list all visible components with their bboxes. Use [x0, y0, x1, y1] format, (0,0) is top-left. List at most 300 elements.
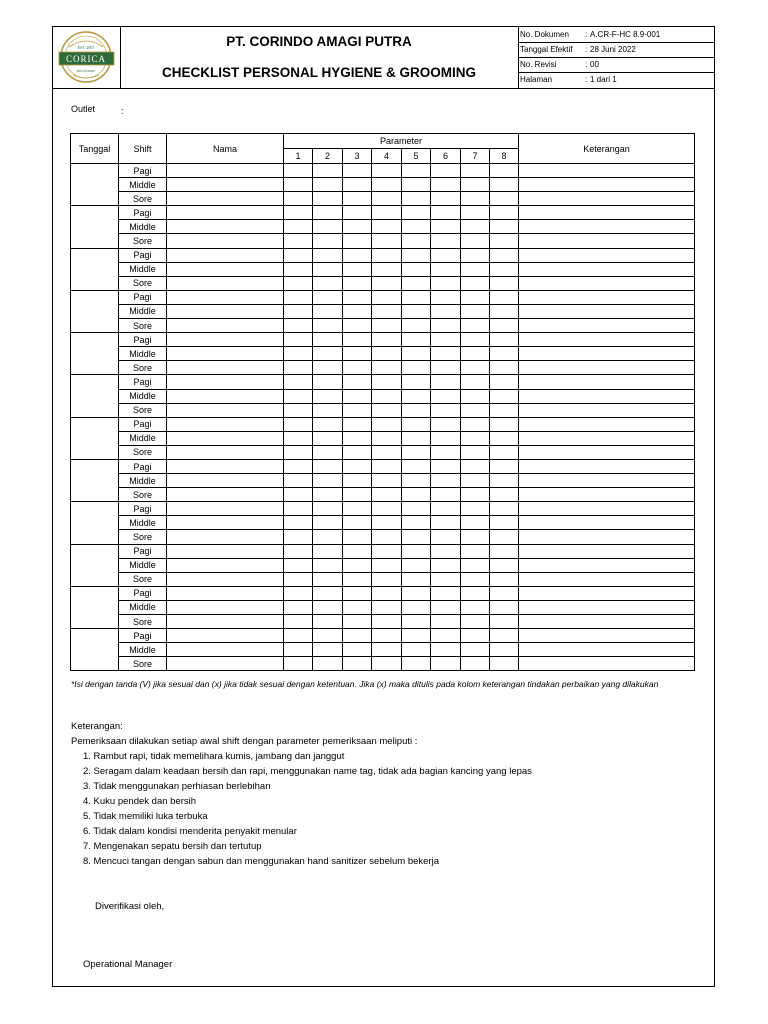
parameter-cell[interactable]	[461, 657, 490, 671]
parameter-cell[interactable]	[284, 615, 313, 629]
name-cell[interactable]	[167, 445, 284, 459]
remarks-cell[interactable]	[519, 389, 695, 403]
parameter-cell[interactable]	[372, 600, 402, 614]
parameter-cell[interactable]	[284, 403, 313, 417]
parameter-cell[interactable]	[402, 178, 431, 192]
parameter-cell[interactable]	[402, 361, 431, 375]
parameter-cell[interactable]	[313, 262, 343, 276]
parameter-cell[interactable]	[343, 445, 372, 459]
parameter-cell[interactable]	[343, 333, 372, 347]
parameter-cell[interactable]	[402, 488, 431, 502]
remarks-cell[interactable]	[519, 220, 695, 234]
name-cell[interactable]	[167, 276, 284, 290]
date-cell[interactable]	[71, 248, 119, 290]
parameter-cell[interactable]	[490, 431, 519, 445]
parameter-cell[interactable]	[431, 431, 461, 445]
parameter-cell[interactable]	[313, 417, 343, 431]
parameter-cell[interactable]	[284, 248, 313, 262]
remarks-cell[interactable]	[519, 643, 695, 657]
remarks-cell[interactable]	[519, 206, 695, 220]
parameter-cell[interactable]	[313, 572, 343, 586]
date-cell[interactable]	[71, 290, 119, 332]
parameter-cell[interactable]	[313, 333, 343, 347]
remarks-cell[interactable]	[519, 319, 695, 333]
parameter-cell[interactable]	[372, 403, 402, 417]
parameter-cell[interactable]	[284, 445, 313, 459]
parameter-cell[interactable]	[372, 389, 402, 403]
parameter-cell[interactable]	[431, 290, 461, 304]
parameter-cell[interactable]	[402, 657, 431, 671]
parameter-cell[interactable]	[461, 276, 490, 290]
parameter-cell[interactable]	[284, 220, 313, 234]
parameter-cell[interactable]	[461, 516, 490, 530]
parameter-cell[interactable]	[372, 234, 402, 248]
parameter-cell[interactable]	[343, 572, 372, 586]
name-cell[interactable]	[167, 544, 284, 558]
parameter-cell[interactable]	[313, 502, 343, 516]
parameter-cell[interactable]	[490, 459, 519, 473]
parameter-cell[interactable]	[313, 178, 343, 192]
parameter-cell[interactable]	[461, 375, 490, 389]
parameter-cell[interactable]	[284, 333, 313, 347]
date-cell[interactable]	[71, 586, 119, 628]
parameter-cell[interactable]	[313, 403, 343, 417]
parameter-cell[interactable]	[284, 347, 313, 361]
parameter-cell[interactable]	[461, 474, 490, 488]
parameter-cell[interactable]	[372, 516, 402, 530]
parameter-cell[interactable]	[372, 643, 402, 657]
parameter-cell[interactable]	[343, 304, 372, 318]
name-cell[interactable]	[167, 459, 284, 473]
parameter-cell[interactable]	[284, 629, 313, 643]
parameter-cell[interactable]	[313, 431, 343, 445]
name-cell[interactable]	[167, 262, 284, 276]
parameter-cell[interactable]	[284, 643, 313, 657]
parameter-cell[interactable]	[431, 488, 461, 502]
parameter-cell[interactable]	[461, 488, 490, 502]
parameter-cell[interactable]	[284, 304, 313, 318]
date-cell[interactable]	[71, 333, 119, 375]
parameter-cell[interactable]	[372, 615, 402, 629]
parameter-cell[interactable]	[431, 586, 461, 600]
parameter-cell[interactable]	[313, 629, 343, 643]
parameter-cell[interactable]	[461, 206, 490, 220]
parameter-cell[interactable]	[402, 586, 431, 600]
parameter-cell[interactable]	[313, 206, 343, 220]
parameter-cell[interactable]	[313, 516, 343, 530]
parameter-cell[interactable]	[431, 375, 461, 389]
parameter-cell[interactable]	[461, 600, 490, 614]
parameter-cell[interactable]	[461, 361, 490, 375]
parameter-cell[interactable]	[490, 333, 519, 347]
date-cell[interactable]	[71, 502, 119, 544]
parameter-cell[interactable]	[461, 572, 490, 586]
parameter-cell[interactable]	[284, 544, 313, 558]
parameter-cell[interactable]	[490, 502, 519, 516]
parameter-cell[interactable]	[372, 657, 402, 671]
parameter-cell[interactable]	[343, 502, 372, 516]
name-cell[interactable]	[167, 248, 284, 262]
parameter-cell[interactable]	[343, 544, 372, 558]
parameter-cell[interactable]	[402, 304, 431, 318]
parameter-cell[interactable]	[284, 474, 313, 488]
name-cell[interactable]	[167, 586, 284, 600]
parameter-cell[interactable]	[343, 615, 372, 629]
parameter-cell[interactable]	[372, 375, 402, 389]
parameter-cell[interactable]	[343, 459, 372, 473]
remarks-cell[interactable]	[519, 333, 695, 347]
parameter-cell[interactable]	[284, 586, 313, 600]
name-cell[interactable]	[167, 290, 284, 304]
parameter-cell[interactable]	[490, 220, 519, 234]
date-cell[interactable]	[71, 164, 119, 206]
date-cell[interactable]	[71, 417, 119, 459]
parameter-cell[interactable]	[372, 502, 402, 516]
parameter-cell[interactable]	[372, 488, 402, 502]
parameter-cell[interactable]	[313, 459, 343, 473]
parameter-cell[interactable]	[313, 558, 343, 572]
remarks-cell[interactable]	[519, 502, 695, 516]
name-cell[interactable]	[167, 417, 284, 431]
parameter-cell[interactable]	[313, 375, 343, 389]
parameter-cell[interactable]	[372, 333, 402, 347]
parameter-cell[interactable]	[461, 629, 490, 643]
parameter-cell[interactable]	[372, 206, 402, 220]
parameter-cell[interactable]	[313, 445, 343, 459]
parameter-cell[interactable]	[490, 572, 519, 586]
name-cell[interactable]	[167, 347, 284, 361]
parameter-cell[interactable]	[490, 657, 519, 671]
name-cell[interactable]	[167, 558, 284, 572]
parameter-cell[interactable]	[490, 276, 519, 290]
parameter-cell[interactable]	[402, 417, 431, 431]
parameter-cell[interactable]	[313, 304, 343, 318]
remarks-cell[interactable]	[519, 248, 695, 262]
name-cell[interactable]	[167, 643, 284, 657]
parameter-cell[interactable]	[461, 220, 490, 234]
remarks-cell[interactable]	[519, 403, 695, 417]
parameter-cell[interactable]	[431, 445, 461, 459]
remarks-cell[interactable]	[519, 417, 695, 431]
parameter-cell[interactable]	[461, 304, 490, 318]
parameter-cell[interactable]	[431, 572, 461, 586]
parameter-cell[interactable]	[461, 164, 490, 178]
parameter-cell[interactable]	[402, 262, 431, 276]
parameter-cell[interactable]	[402, 248, 431, 262]
parameter-cell[interactable]	[402, 206, 431, 220]
parameter-cell[interactable]	[461, 192, 490, 206]
parameter-cell[interactable]	[461, 558, 490, 572]
parameter-cell[interactable]	[343, 192, 372, 206]
parameter-cell[interactable]	[313, 544, 343, 558]
parameter-cell[interactable]	[490, 347, 519, 361]
parameter-cell[interactable]	[431, 361, 461, 375]
parameter-cell[interactable]	[284, 206, 313, 220]
parameter-cell[interactable]	[431, 643, 461, 657]
parameter-cell[interactable]	[431, 544, 461, 558]
parameter-cell[interactable]	[431, 347, 461, 361]
parameter-cell[interactable]	[461, 290, 490, 304]
parameter-cell[interactable]	[431, 164, 461, 178]
parameter-cell[interactable]	[343, 347, 372, 361]
parameter-cell[interactable]	[372, 459, 402, 473]
parameter-cell[interactable]	[313, 164, 343, 178]
remarks-cell[interactable]	[519, 290, 695, 304]
parameter-cell[interactable]	[284, 375, 313, 389]
parameter-cell[interactable]	[490, 262, 519, 276]
name-cell[interactable]	[167, 389, 284, 403]
parameter-cell[interactable]	[284, 319, 313, 333]
parameter-cell[interactable]	[343, 558, 372, 572]
parameter-cell[interactable]	[402, 459, 431, 473]
parameter-cell[interactable]	[490, 206, 519, 220]
parameter-cell[interactable]	[490, 544, 519, 558]
date-cell[interactable]	[71, 206, 119, 248]
remarks-cell[interactable]	[519, 657, 695, 671]
parameter-cell[interactable]	[284, 600, 313, 614]
parameter-cell[interactable]	[490, 643, 519, 657]
parameter-cell[interactable]	[372, 178, 402, 192]
parameter-cell[interactable]	[402, 558, 431, 572]
parameter-cell[interactable]	[343, 530, 372, 544]
parameter-cell[interactable]	[461, 319, 490, 333]
parameter-cell[interactable]	[490, 319, 519, 333]
remarks-cell[interactable]	[519, 572, 695, 586]
parameter-cell[interactable]	[372, 544, 402, 558]
parameter-cell[interactable]	[461, 643, 490, 657]
parameter-cell[interactable]	[490, 234, 519, 248]
parameter-cell[interactable]	[284, 164, 313, 178]
parameter-cell[interactable]	[461, 262, 490, 276]
parameter-cell[interactable]	[490, 530, 519, 544]
remarks-cell[interactable]	[519, 375, 695, 389]
parameter-cell[interactable]	[284, 234, 313, 248]
name-cell[interactable]	[167, 502, 284, 516]
remarks-cell[interactable]	[519, 474, 695, 488]
parameter-cell[interactable]	[490, 164, 519, 178]
parameter-cell[interactable]	[402, 164, 431, 178]
parameter-cell[interactable]	[490, 178, 519, 192]
remarks-cell[interactable]	[519, 544, 695, 558]
parameter-cell[interactable]	[284, 502, 313, 516]
parameter-cell[interactable]	[343, 178, 372, 192]
parameter-cell[interactable]	[343, 248, 372, 262]
parameter-cell[interactable]	[431, 403, 461, 417]
remarks-cell[interactable]	[519, 234, 695, 248]
parameter-cell[interactable]	[431, 192, 461, 206]
parameter-cell[interactable]	[431, 502, 461, 516]
parameter-cell[interactable]	[402, 516, 431, 530]
parameter-cell[interactable]	[431, 657, 461, 671]
parameter-cell[interactable]	[284, 657, 313, 671]
parameter-cell[interactable]	[402, 615, 431, 629]
name-cell[interactable]	[167, 333, 284, 347]
parameter-cell[interactable]	[431, 178, 461, 192]
parameter-cell[interactable]	[461, 403, 490, 417]
parameter-cell[interactable]	[343, 290, 372, 304]
parameter-cell[interactable]	[372, 290, 402, 304]
name-cell[interactable]	[167, 234, 284, 248]
remarks-cell[interactable]	[519, 629, 695, 643]
parameter-cell[interactable]	[461, 586, 490, 600]
parameter-cell[interactable]	[402, 600, 431, 614]
parameter-cell[interactable]	[284, 417, 313, 431]
date-cell[interactable]	[71, 544, 119, 586]
parameter-cell[interactable]	[284, 192, 313, 206]
parameter-cell[interactable]	[431, 248, 461, 262]
parameter-cell[interactable]	[490, 445, 519, 459]
parameter-cell[interactable]	[284, 290, 313, 304]
parameter-cell[interactable]	[431, 615, 461, 629]
remarks-cell[interactable]	[519, 615, 695, 629]
parameter-cell[interactable]	[431, 234, 461, 248]
parameter-cell[interactable]	[284, 276, 313, 290]
parameter-cell[interactable]	[402, 403, 431, 417]
remarks-cell[interactable]	[519, 459, 695, 473]
parameter-cell[interactable]	[284, 361, 313, 375]
parameter-cell[interactable]	[431, 558, 461, 572]
parameter-cell[interactable]	[490, 248, 519, 262]
parameter-cell[interactable]	[402, 389, 431, 403]
parameter-cell[interactable]	[402, 643, 431, 657]
parameter-cell[interactable]	[284, 178, 313, 192]
parameter-cell[interactable]	[461, 544, 490, 558]
parameter-cell[interactable]	[490, 488, 519, 502]
parameter-cell[interactable]	[372, 361, 402, 375]
parameter-cell[interactable]	[461, 347, 490, 361]
parameter-cell[interactable]	[431, 417, 461, 431]
parameter-cell[interactable]	[343, 262, 372, 276]
remarks-cell[interactable]	[519, 431, 695, 445]
name-cell[interactable]	[167, 629, 284, 643]
parameter-cell[interactable]	[313, 488, 343, 502]
parameter-cell[interactable]	[490, 600, 519, 614]
remarks-cell[interactable]	[519, 304, 695, 318]
parameter-cell[interactable]	[490, 375, 519, 389]
remarks-cell[interactable]	[519, 347, 695, 361]
parameter-cell[interactable]	[343, 488, 372, 502]
parameter-cell[interactable]	[431, 319, 461, 333]
parameter-cell[interactable]	[490, 304, 519, 318]
parameter-cell[interactable]	[372, 558, 402, 572]
parameter-cell[interactable]	[402, 572, 431, 586]
parameter-cell[interactable]	[313, 530, 343, 544]
parameter-cell[interactable]	[313, 643, 343, 657]
parameter-cell[interactable]	[372, 248, 402, 262]
parameter-cell[interactable]	[431, 389, 461, 403]
parameter-cell[interactable]	[372, 319, 402, 333]
parameter-cell[interactable]	[343, 600, 372, 614]
parameter-cell[interactable]	[431, 629, 461, 643]
parameter-cell[interactable]	[313, 615, 343, 629]
parameter-cell[interactable]	[313, 248, 343, 262]
parameter-cell[interactable]	[343, 431, 372, 445]
name-cell[interactable]	[167, 600, 284, 614]
parameter-cell[interactable]	[313, 600, 343, 614]
parameter-cell[interactable]	[461, 459, 490, 473]
parameter-cell[interactable]	[372, 347, 402, 361]
parameter-cell[interactable]	[343, 586, 372, 600]
remarks-cell[interactable]	[519, 600, 695, 614]
name-cell[interactable]	[167, 178, 284, 192]
name-cell[interactable]	[167, 474, 284, 488]
name-cell[interactable]	[167, 220, 284, 234]
remarks-cell[interactable]	[519, 178, 695, 192]
parameter-cell[interactable]	[284, 530, 313, 544]
parameter-cell[interactable]	[343, 206, 372, 220]
parameter-cell[interactable]	[372, 586, 402, 600]
parameter-cell[interactable]	[343, 643, 372, 657]
parameter-cell[interactable]	[490, 558, 519, 572]
parameter-cell[interactable]	[402, 234, 431, 248]
parameter-cell[interactable]	[284, 558, 313, 572]
date-cell[interactable]	[71, 375, 119, 417]
parameter-cell[interactable]	[343, 220, 372, 234]
parameter-cell[interactable]	[402, 375, 431, 389]
parameter-cell[interactable]	[372, 192, 402, 206]
parameter-cell[interactable]	[343, 234, 372, 248]
parameter-cell[interactable]	[461, 178, 490, 192]
parameter-cell[interactable]	[372, 164, 402, 178]
remarks-cell[interactable]	[519, 530, 695, 544]
parameter-cell[interactable]	[431, 206, 461, 220]
parameter-cell[interactable]	[343, 164, 372, 178]
parameter-cell[interactable]	[402, 333, 431, 347]
parameter-cell[interactable]	[372, 304, 402, 318]
parameter-cell[interactable]	[343, 276, 372, 290]
parameter-cell[interactable]	[490, 586, 519, 600]
remarks-cell[interactable]	[519, 361, 695, 375]
parameter-cell[interactable]	[402, 629, 431, 643]
parameter-cell[interactable]	[490, 417, 519, 431]
parameter-cell[interactable]	[402, 502, 431, 516]
parameter-cell[interactable]	[313, 657, 343, 671]
name-cell[interactable]	[167, 206, 284, 220]
parameter-cell[interactable]	[490, 389, 519, 403]
remarks-cell[interactable]	[519, 262, 695, 276]
parameter-cell[interactable]	[313, 347, 343, 361]
name-cell[interactable]	[167, 431, 284, 445]
parameter-cell[interactable]	[402, 544, 431, 558]
parameter-cell[interactable]	[372, 220, 402, 234]
parameter-cell[interactable]	[431, 530, 461, 544]
parameter-cell[interactable]	[284, 459, 313, 473]
parameter-cell[interactable]	[402, 276, 431, 290]
parameter-cell[interactable]	[490, 403, 519, 417]
remarks-cell[interactable]	[519, 558, 695, 572]
parameter-cell[interactable]	[461, 248, 490, 262]
remarks-cell[interactable]	[519, 164, 695, 178]
parameter-cell[interactable]	[431, 220, 461, 234]
parameter-cell[interactable]	[431, 333, 461, 347]
parameter-cell[interactable]	[313, 276, 343, 290]
name-cell[interactable]	[167, 530, 284, 544]
parameter-cell[interactable]	[372, 276, 402, 290]
parameter-cell[interactable]	[343, 403, 372, 417]
name-cell[interactable]	[167, 403, 284, 417]
parameter-cell[interactable]	[313, 319, 343, 333]
parameter-cell[interactable]	[372, 431, 402, 445]
parameter-cell[interactable]	[402, 220, 431, 234]
parameter-cell[interactable]	[313, 586, 343, 600]
parameter-cell[interactable]	[402, 431, 431, 445]
name-cell[interactable]	[167, 192, 284, 206]
parameter-cell[interactable]	[372, 417, 402, 431]
parameter-cell[interactable]	[313, 290, 343, 304]
parameter-cell[interactable]	[490, 290, 519, 304]
name-cell[interactable]	[167, 304, 284, 318]
parameter-cell[interactable]	[284, 572, 313, 586]
